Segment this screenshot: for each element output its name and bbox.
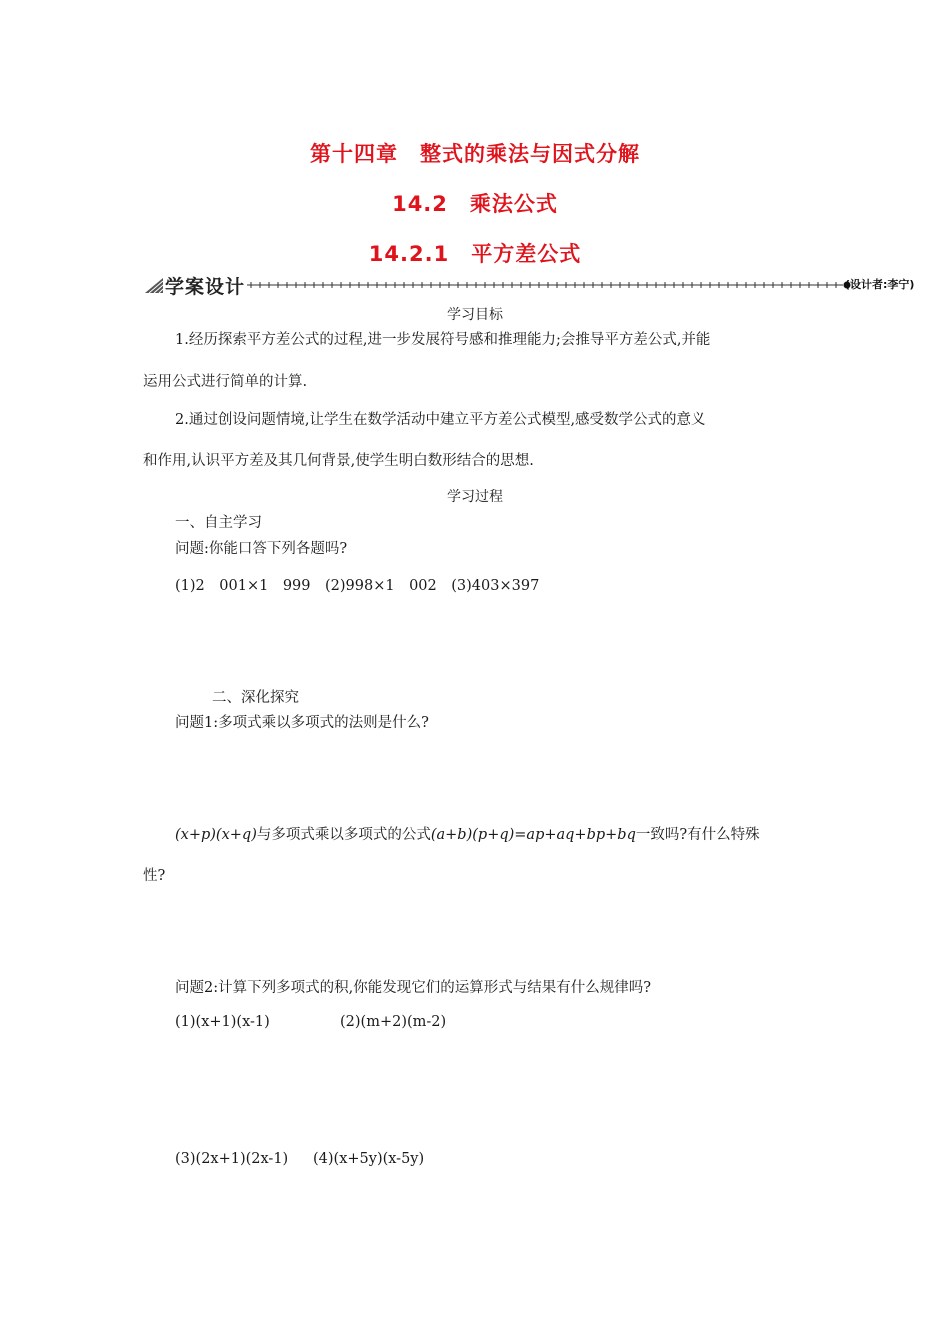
process-heading: 学习过程	[447, 489, 503, 505]
part2-title: 二、深化探究	[212, 690, 299, 706]
formula-line-2: 性?	[143, 868, 166, 884]
formula-d: 一致吗?有什么特殊	[635, 827, 760, 843]
part2-question-2: 问题2:计算下列多项式的积,你能发现它们的运算形式与结果有什么规律吗?	[175, 980, 651, 996]
formula-a: (x+p)(x+q)	[175, 827, 257, 843]
chapter-title: 第十四章 整式的乘法与因式分解	[310, 142, 640, 166]
objective-2-line-1: 2.通过创设问题情境,让学生在数学活动中建立平方差公式模型,感受数学公式的意义	[175, 412, 706, 428]
q2-item-2: (2)(m+2)(m-2)	[340, 1014, 447, 1030]
q2-item-4: (4)(x+5y)(x-5y)	[313, 1151, 425, 1167]
hatched-triangle-icon	[143, 276, 165, 294]
part1-items: (1)2 001×1 999 (2)998×1 002 (3)403×397	[175, 578, 540, 594]
objective-2-line-2: 和作用,认识平方差及其几何背景,使学生明白数形结合的思想.	[143, 453, 534, 469]
banner-credit: (设计者:李宁)	[845, 278, 915, 291]
banner-label: 学案设计	[165, 276, 246, 298]
objectives-heading: 学习目标	[447, 307, 503, 323]
objective-1-line-1: 1.经历探索平方差公式的过程,进一步发展符号感和推理能力;会推导平方差公式,并能	[175, 332, 711, 348]
formula-b: 与多项式乘以多项式的公式	[256, 827, 431, 843]
part2-question-1: 问题1:多项式乘以多项式的法则是什么?	[175, 715, 429, 731]
design-banner	[143, 272, 943, 298]
q2-item-1: (1)(x+1)(x-1)	[175, 1014, 270, 1030]
dotted-rule	[247, 279, 867, 291]
section-title: 14.2 乘法公式	[392, 192, 558, 216]
formula-c: (a+b)(p+q)=ap+aq+bp+bq	[430, 827, 636, 843]
formula-line	[175, 823, 760, 844]
q2-item-3: (3)(2x+1)(2x-1)	[175, 1151, 289, 1167]
part1-title: 一、自主学习	[175, 515, 262, 531]
objective-1-line-2: 运用公式进行简单的计算.	[143, 374, 308, 390]
subsection-title: 14.2.1 平方差公式	[368, 242, 582, 266]
part1-question: 问题:你能口答下列各题吗?	[175, 541, 348, 557]
